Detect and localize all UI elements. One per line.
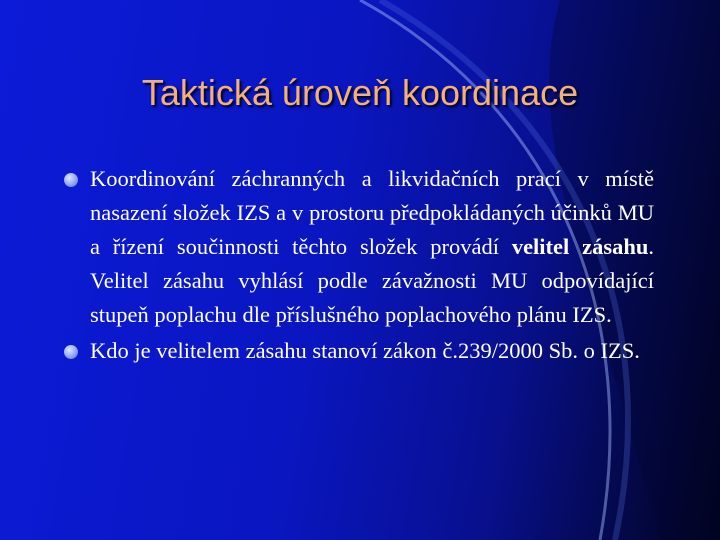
slide-title: Taktická úroveň koordinace (141, 72, 579, 113)
bold-term: velitel zásahu (511, 234, 649, 259)
bullet-text: Kdo je velitelem zásahu stanoví zákon č.239/2000 Sb. o IZS. (90, 338, 640, 363)
bullet-text: Koordinování záchranných a likvidačních prací v místě nasazení složek IZS a v prostoru předpokládaných účinků MU a řízení součinnosti těchto složek provádí velitel zásahu. Velitel zásahu vyhlásí podle závažnosti MU odpovídající stupeň poplachu dle příslušného poplachového plánu IZS. (90, 166, 654, 327)
bullet-item (64, 162, 654, 332)
bullet-list (64, 162, 654, 368)
bullet-dot-icon (64, 173, 78, 187)
bullet-dot-icon (64, 345, 78, 359)
bullet-item (64, 334, 654, 368)
